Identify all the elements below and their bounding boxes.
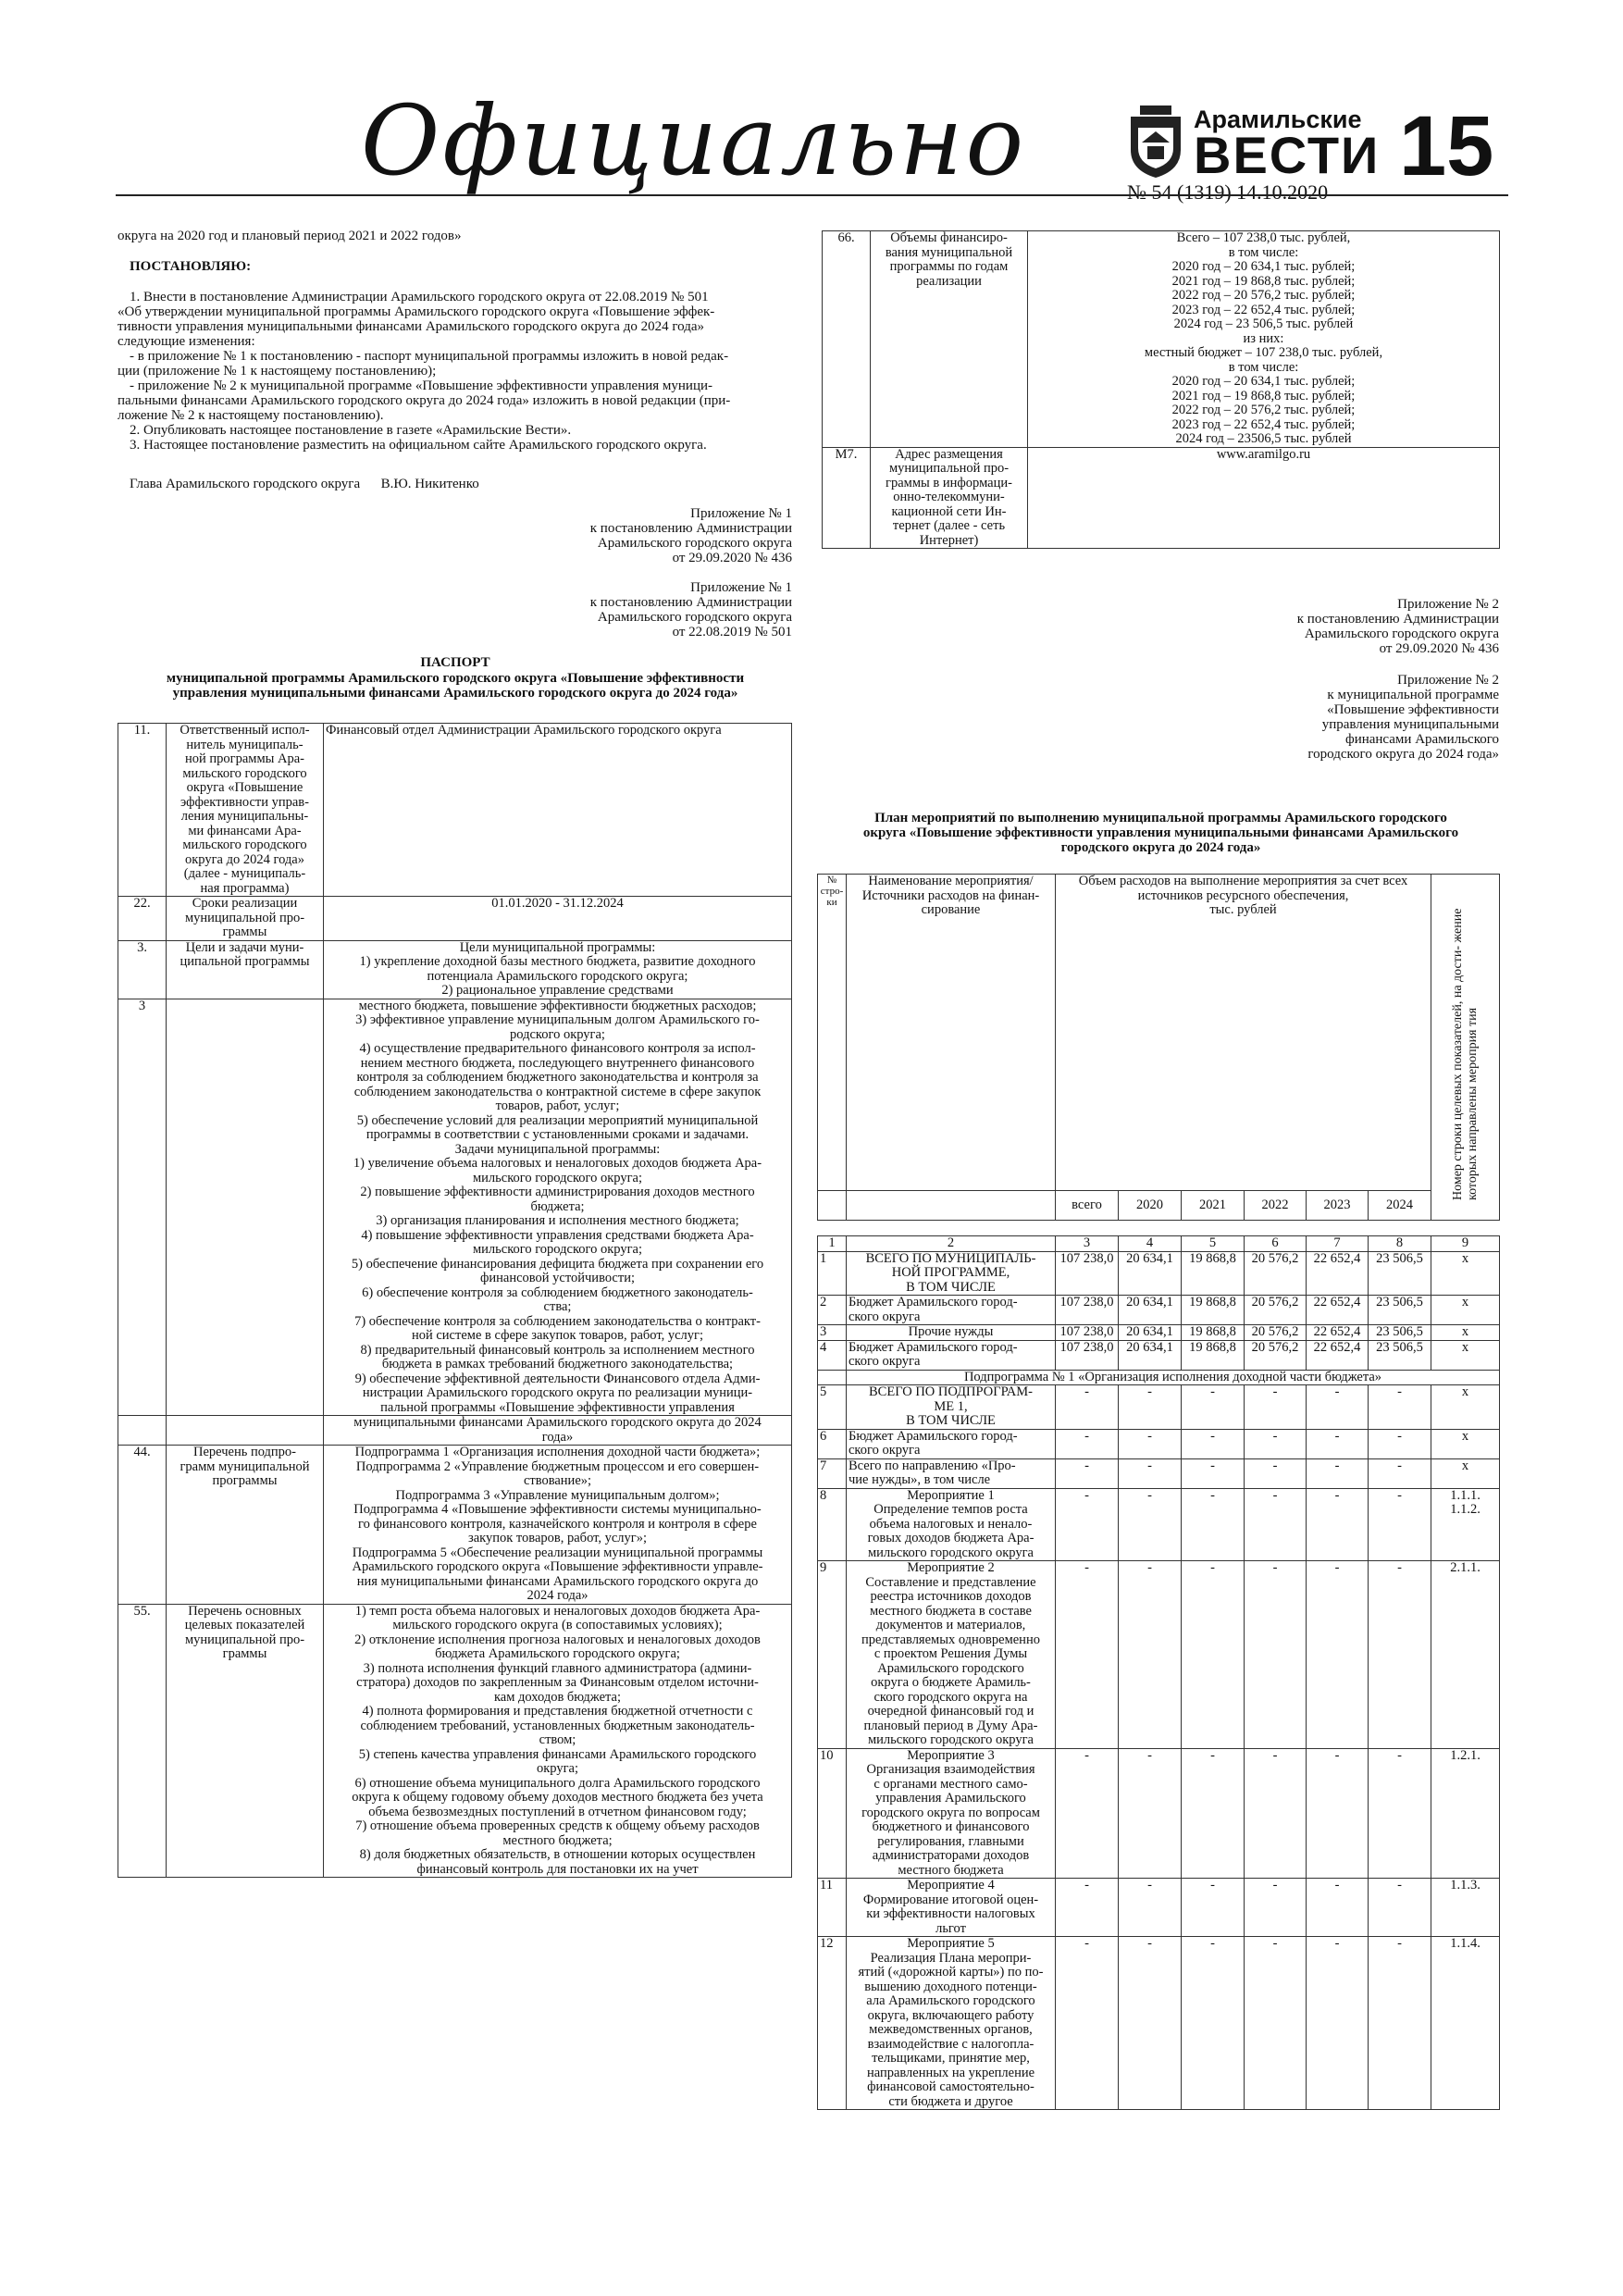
plan-row-value: 22 652,4 [1307, 1325, 1369, 1341]
plan-row [818, 1325, 1500, 1341]
plan-row [818, 1385, 1500, 1430]
brand-main: ВЕСТИ [1194, 126, 1381, 184]
plan-row-name: ВСЕГО ПО МУНИЦИПАЛЬ- НОЙ ПРОГРАММЕ, В ТОМ ЧИСЛЕ [847, 1251, 1056, 1296]
appendix2-old: Приложение № 2 к муниципальной программе «Повышение эффективности управления муниципальными финансами Арамильского городского округа до 2024 года» [1307, 673, 1499, 762]
plan-row-value: - [1245, 1937, 1307, 2110]
plan-row-num: 1 [818, 1251, 847, 1296]
financing-row-value: Всего – 107 238,0 тыс. рублей, в том числе: 2020 год – 20 634,1 тыс. рублей; 2021 год – 19 868,8 тыс. рублей; 2022 год – 20 576,2 тыс. рублей; 2023 год – 22 652,4 тыс. рублей; 2024 год – 23 506,5 тыс. рублей из них: местный бюджет – 107 238,0 тыс. рублей, в том числе: 2020 год – 20 634,1 тыс. рублей; 2021 год – 19 868,8 тыс. рублей; 2022 год – 20 576,2 тыс. рублей; 2023 год – 22 652,4 тыс. рублей; 2024 год – 23506,5 тыс. рублей [1028, 231, 1500, 448]
col-name-header: Наименование мероприятия/ Источники расходов на финан- сирование [847, 875, 1056, 1191]
plan-row-value: 107 238,0 [1056, 1325, 1119, 1341]
financing-row [823, 447, 1500, 549]
plan-row-value: - [1369, 1429, 1431, 1458]
column-number: 4 [1119, 1236, 1182, 1252]
plan-row-value: - [1119, 1561, 1182, 1749]
passport-row [118, 940, 792, 999]
plan-row-value: - [1182, 1879, 1245, 1937]
plan-row-num: 10 [818, 1748, 847, 1879]
plan-row-value: - [1056, 1937, 1119, 2110]
plan-row-value: - [1307, 1458, 1369, 1488]
passport-row-num: 3. [118, 940, 167, 999]
passport-row-label [167, 999, 324, 1416]
plan-row-value: - [1182, 1748, 1245, 1879]
plan-row-target: 1.1.1. 1.1.2. [1431, 1488, 1500, 1561]
passport-row-label: Перечень подпро- грамм муниципальной программы [167, 1446, 324, 1605]
decree-body [118, 290, 793, 453]
plan-row [818, 1458, 1500, 1488]
financing-row-value: www.aramilgo.ru [1028, 447, 1500, 549]
plan-row [818, 1488, 1500, 1561]
financing-row-label: Объемы финансиро- вания муниципальной программы по годам реализации [871, 231, 1028, 448]
passport-row-value: местного бюджета, повышение эффективности бюджетных расходов; 3) эффективное управление муниципальным долгом Арамильского го- родского округа; 4) осуществление предварительного финансового контроля за испол- нением местного бюджета, последующего внутреннего финансового контроля за соблюдением бюджетного законодательства и контроля за соблюдением законодательства о контрактной системе в сфере закупок товаров, работ, услуг; 5) обеспечение условий для реализации мероприятий муниципальной программы в соответствии с установленными сроками и задачами. Задачи муниципальной программы: 1) увеличение объема налоговых и неналоговых доходов бюджета Ара- мильского городского округа; 2) повышение эффективности администрирования доходов местного бюджета; 3) организация планирования и исполнения местного бюджета; 4) повышение эффективности управления средствами бюджета Ара- мильского городского округа; 5) обеспечение финансирования дефицита бюджета при сохранении его финансовой устойчивости; 6) обеспечение контроля за соблюдением бюджетного законодатель- ства; 7) обеспечение контроля за соблюдением законодательства о контракт- ной системе в сфере закупок товаров, работ, услуг; 8) предварительный финансовый контроль за исполнением местного бюджета в рамках требований бюджетного законодательства; 9) обеспечение эффективной деятельности Финансового отдела Адми- нистрации Арамильского городского округа по реализации муници- пальной программы «Повышение эффективности управления [324, 999, 792, 1416]
plan-row-name: Мероприятие 3 Организация взаимодействия с органами местного само- управления Арамильского городского округа по вопросам бюджетного и финансового регулирования, главными администраторами доходов местного бюджета [847, 1748, 1056, 1879]
passport-row-label: Ответственный испол- нитель муниципаль- ной программы Ара- мильского городского округа «Повышение эффективности управ- ления муниципальны- ми финансами Ара- мильского городского округа до 2024 года» (далее - муниципаль- ная программа) [167, 724, 324, 897]
plan-row-value: - [1119, 1458, 1182, 1488]
passport-row-value: 1) темп роста объема налоговых и неналоговых доходов бюджета Ара- мильского городского округа (в сопоставимых условиях); 2) отклонение исполнения прогноза налоговых и неналоговых доходов бюджета Арамильского городского округа; 3) полнота исполнения функций главного администратора (админи- стратора) доходов по закрепленным за Финансовым отделом источни- кам доходов бюджета; 4) полнота формирования и представления бюджетной отчетности с соблюдением требований, установленных бюджетным законодатель- ством; 5) степень качества управления финансами Арамильского городского округа; 6) отношение объема муниципального долга Арамильского городского округа к общему годовому объему доходов местного бюджета без учета объема безвозмездных поступлений в отчетном финансовом году; 7) отношение объема проверенных средств к общему объему расходов местного бюджета; 8) доля бюджетных обязательств, в отношении которых осуществлен финансовый контроль для постановки их на учет [324, 1604, 792, 1878]
plan-row-value: - [1119, 1385, 1182, 1430]
plan-row-num: 3 [818, 1325, 847, 1341]
plan-row-value: 20 634,1 [1119, 1340, 1182, 1370]
plan-row [818, 1937, 1500, 2110]
plan-row-value: 22 652,4 [1307, 1251, 1369, 1296]
plan-row-value: 19 868,8 [1182, 1340, 1245, 1370]
plan-row-target: 1.1.4. [1431, 1937, 1500, 2110]
decree-line: следующие изменения: [118, 334, 255, 349]
plan-row-num: 7 [818, 1458, 847, 1488]
signature: Глава Арамильского городского округа В.Ю. Никитенко [130, 477, 479, 491]
plan-row-target: x [1431, 1429, 1500, 1458]
plan-row-value: 19 868,8 [1182, 1325, 1245, 1341]
plan-row-value: - [1056, 1561, 1119, 1749]
plan-row-target: x [1431, 1251, 1500, 1296]
financing-table [822, 230, 1500, 549]
subprogram-heading: Подпрограмма № 1 «Организация исполнения доходной части бюджета» [847, 1370, 1500, 1385]
plan-row-value: - [1245, 1429, 1307, 1458]
plan-row-value: - [1245, 1488, 1307, 1561]
passport-row-label: Перечень основных целевых показателей муниципальной про- граммы [167, 1604, 324, 1878]
decree-heading: ПОСТАНОВЛЯЮ: [130, 259, 252, 274]
plan-row-value: 20 634,1 [1119, 1325, 1182, 1341]
plan-row-value: 23 506,5 [1369, 1296, 1431, 1325]
plan-row-target: x [1431, 1325, 1500, 1341]
plan-row-value: - [1056, 1429, 1119, 1458]
plan-row-target: 1.1.3. [1431, 1879, 1500, 1937]
plan-row-num: 5 [818, 1385, 847, 1430]
column-number: 2 [847, 1236, 1056, 1252]
column-number: 5 [1182, 1236, 1245, 1252]
plan-row-name: Всего по направлению «Про- чие нужды», в том числе [847, 1458, 1056, 1488]
plan-row-value: - [1182, 1561, 1245, 1749]
plan-row-value: 20 576,2 [1245, 1340, 1307, 1370]
decree-line: 2. Опубликовать настоящее постановление в газете «Арамильские Вести». [130, 423, 572, 438]
column-number: 3 [1056, 1236, 1119, 1252]
header-rule [116, 194, 1508, 196]
year-header: 2021 [1182, 1191, 1245, 1221]
passport-row [118, 724, 792, 897]
plan-row-num: 12 [818, 1937, 847, 2110]
plan-row-value: 22 652,4 [1307, 1296, 1369, 1325]
plan-row-value: 19 868,8 [1182, 1251, 1245, 1296]
decree-line: 3. Настоящее постановление разместить на официальном сайте Арамильского городского округа. [130, 438, 707, 453]
section-title: Официально [361, 84, 1027, 197]
plan-row-num: 11 [818, 1879, 847, 1937]
year-header: 2020 [1119, 1191, 1182, 1221]
passport-row-num: 55. [118, 1604, 167, 1878]
column-number: 9 [1431, 1236, 1500, 1252]
plan-row-value: 20 576,2 [1245, 1296, 1307, 1325]
decree-line: «Об утверждении муниципальной программы Арамильского городского округа «Повышение эффек- [118, 304, 715, 319]
financing-row-num: 66. [823, 231, 871, 448]
passport-row-label: Сроки реализации муниципальной про- граммы [167, 897, 324, 941]
passport-row-num: 44. [118, 1446, 167, 1605]
passport-row-num: 3 [118, 999, 167, 1416]
plan-row-value: - [1056, 1488, 1119, 1561]
year-header: всего [1056, 1191, 1119, 1221]
passport-row-label [167, 1416, 324, 1446]
plan-row [818, 1251, 1500, 1296]
brand-top: Арамильские [1194, 105, 1362, 133]
plan-row-value: 22 652,4 [1307, 1340, 1369, 1370]
plan-row-value: - [1307, 1937, 1369, 2110]
passport-row-label: Цели и задачи муни- ципальной программы [167, 940, 324, 999]
passport-row-value: муниципальными финансами Арамильского городского округа до 2024 года» [324, 1416, 792, 1446]
plan-row-target: 1.2.1. [1431, 1748, 1500, 1879]
decree-line: ложение № 2 к настоящему постановлению). [118, 408, 384, 423]
passport-row-num: 22. [118, 897, 167, 941]
plan-row-value: - [1119, 1937, 1182, 2110]
plan-row-value: 23 506,5 [1369, 1325, 1431, 1341]
passport-row [118, 1604, 792, 1878]
col-target-header: Номер строки целевых показателей, на дости- жение которых направлены мероприя тия [1450, 908, 1480, 1200]
plan-row-value: - [1245, 1748, 1307, 1879]
plan-row-spacer [818, 1370, 847, 1385]
plan-row-value: - [1307, 1429, 1369, 1458]
column-number: 8 [1369, 1236, 1431, 1252]
passport-title: ПАСПОРТ [420, 655, 490, 670]
passport-row [118, 897, 792, 941]
passport-row-value: Подпрограмма 1 «Организация исполнения доходной части бюджета»; Подпрограмма 2 «Управление бюджетным процессом и его совершен- ствование»; Подпрограмма 3 «Управление муниципальным долгом»; Подпрограмма 4 «Повышение эффективности системы муниципально- го финансового контроля, казначейского контроля и контроля в сфере закупок товаров, работ, услуг»; Подпрограмма 5 «Обеспечение реализации муниципальной программы Арамильского городского округа «Повышение эффективности управле- ния муниципальными финансами Арамильского городского округа до 2024 года» [324, 1446, 792, 1605]
plan-row-value: 23 506,5 [1369, 1251, 1431, 1296]
plan-row-value: - [1307, 1488, 1369, 1561]
plan-row-value: - [1119, 1488, 1182, 1561]
plan-row-value: - [1119, 1429, 1182, 1458]
plan-row-num: 6 [818, 1429, 847, 1458]
plan-row-value: - [1182, 1385, 1245, 1430]
plan-row-value: - [1245, 1458, 1307, 1488]
decree-line: 1. Внести в постановление Администрации Арамильского городского округа от 22.08.2019 № 501 [130, 290, 709, 304]
plan-row-value: - [1307, 1879, 1369, 1937]
passport-row [118, 999, 792, 1416]
year-header: 2024 [1369, 1191, 1431, 1221]
passport-row [118, 1416, 792, 1446]
plan-row-name: Мероприятие 2 Составление и представление реестра источников доходов местного бюджета в составе документов и материалов, представляемых одновременно с проектом Решения Думы Арамильского городского округа о бюджете Арамиль- ского городского округа на очередной финансовый год и плановый период в Думу Ара- мильского городского округа [847, 1561, 1056, 1749]
passport-table [118, 723, 792, 1878]
column-number: 7 [1307, 1236, 1369, 1252]
plan-row-value: - [1307, 1748, 1369, 1879]
plan-row-value: - [1369, 1385, 1431, 1430]
plan-row-value: - [1119, 1748, 1182, 1879]
plan-row-target: x [1431, 1340, 1500, 1370]
decree-line: тивности управления муниципальными финансами Арамильского городского округа до 2024 года» [118, 319, 704, 334]
decree-line: - в приложение № 1 к постановлению - паспорт муниципальной программы изложить в новой редак- [130, 349, 729, 364]
decree-line: - приложение № 2 к муниципальной программе «Повышение эффективности управления муници- [130, 379, 713, 393]
plan-row-value: - [1245, 1561, 1307, 1749]
passport-row-value: Финансовый отдел Администрации Арамильского городского округа [324, 724, 792, 897]
column-number: 1 [818, 1236, 847, 1252]
passport-row-num [118, 1416, 167, 1446]
plan-row [818, 1296, 1500, 1325]
plan-row-target: x [1431, 1296, 1500, 1325]
plan-row-value: - [1182, 1458, 1245, 1488]
year-header: 2023 [1307, 1191, 1369, 1221]
plan-row-value: - [1369, 1937, 1431, 2110]
intro-line: округа на 2020 год и плановый период 2021 и 2022 годов» [118, 229, 462, 243]
plan-row [818, 1370, 1500, 1385]
plan-row-value: - [1369, 1879, 1431, 1937]
financing-row-label: Адрес размещения муниципальной про- граммы в информаци- онно-телекоммуни- кационной сети Ин- тернет (далее - сеть Интернет) [871, 447, 1028, 549]
plan-table [817, 1235, 1500, 2110]
year-header: 2022 [1245, 1191, 1307, 1221]
plan-title: План мероприятий по выполнению муниципальной программы Арамильского городского округа «Повышение эффективности управления муниципальными финансами Арамильского городского округа до 2024 года» [862, 811, 1459, 855]
plan-row [818, 1340, 1500, 1370]
plan-row-value: - [1119, 1879, 1182, 1937]
column-numbers-row [818, 1236, 1500, 1252]
plan-row-value: 20 576,2 [1245, 1251, 1307, 1296]
plan-row-name: Мероприятие 4 Формирование итоговой оцен- ки эффективности налоговых льгот [847, 1879, 1056, 1937]
passport-row-num: 11. [118, 724, 167, 897]
plan-row [818, 1429, 1500, 1458]
plan-row-value: 107 238,0 [1056, 1251, 1119, 1296]
plan-row-num: 8 [818, 1488, 847, 1561]
financing-row [823, 231, 1500, 448]
plan-row [818, 1879, 1500, 1937]
column-number: 6 [1245, 1236, 1307, 1252]
plan-row-value: - [1056, 1748, 1119, 1879]
appendix1-old: Приложение № 1 к постановлению Администрации Арамильского городского округа от 22.08.2019 № 501 [589, 580, 792, 639]
plan-row-name: Мероприятие 5 Реализация Плана меропри- ятий («дорожной карты») по по- вышению доходного потенци- ала Арамильского городского округа, включающего работу межведомственных органов, взаимодействие с налогопла- тельщиками, принятие мер, направленных на укрепление финансовой самостоятельно- сти бюджета и другое [847, 1937, 1056, 2110]
plan-row-value: 19 868,8 [1182, 1296, 1245, 1325]
plan-row-target: x [1431, 1458, 1500, 1488]
passport-row-value: 01.01.2020 - 31.12.2024 [324, 897, 792, 941]
plan-row-value: - [1245, 1385, 1307, 1430]
plan-row-value: - [1369, 1561, 1431, 1749]
plan-row-value: 20 634,1 [1119, 1251, 1182, 1296]
col-volume-header: Объем расходов на выполнение мероприятия за счет всех источников ресурсного обеспечения, тыс. рублей [1056, 875, 1431, 1191]
plan-row [818, 1561, 1500, 1749]
passport-subtitle: муниципальной программы Арамильского городского округа «Повышение эффективности управления муниципальными финансами Арамильского городского округа до 2024 года» [166, 671, 745, 701]
plan-row-name: ВСЕГО ПО ПОДПРОГРАМ- МЕ 1, В ТОМ ЧИСЛЕ [847, 1385, 1056, 1430]
decree-line: ции (приложение № 1 к настоящему постановлению); [118, 364, 437, 379]
plan-row-value: - [1369, 1488, 1431, 1561]
coat-of-arms-icon [1127, 105, 1184, 178]
plan-row-value: - [1056, 1879, 1119, 1937]
plan-row-value: - [1307, 1561, 1369, 1749]
plan-row-value: - [1307, 1385, 1369, 1430]
col-num-header: № стро- ки [818, 875, 847, 1191]
plan-row-name: Мероприятие 1 Определение темпов роста объема налоговых и ненало- говых доходов бюджета Ара- мильского городского округа [847, 1488, 1056, 1561]
plan-row-value: - [1369, 1458, 1431, 1488]
plan-row-name: Прочие нужды [847, 1325, 1056, 1341]
plan-row-value: - [1056, 1385, 1119, 1430]
plan-row-value: - [1182, 1937, 1245, 2110]
plan-row-target: x [1431, 1385, 1500, 1430]
plan-row-name: Бюджет Арамильского город- ского округа [847, 1429, 1056, 1458]
plan-row [818, 1748, 1500, 1879]
plan-header-table [817, 874, 1500, 1221]
plan-row-value: 20 576,2 [1245, 1325, 1307, 1341]
page-number: 15 [1399, 99, 1494, 193]
plan-row-target: 2.1.1. [1431, 1561, 1500, 1749]
financing-row-num: М7. [823, 447, 871, 549]
plan-row-num: 4 [818, 1340, 847, 1370]
plan-row-value: 107 238,0 [1056, 1340, 1119, 1370]
decree-line: пальными финансами Арамильского городского округа до 2024 года» изложить в новой редакции (при- [118, 393, 731, 408]
plan-row-value: 23 506,5 [1369, 1340, 1431, 1370]
plan-row-value: - [1182, 1429, 1245, 1458]
plan-row-value: 20 634,1 [1119, 1296, 1182, 1325]
appendix2-new: Приложение № 2 к постановлению Администрации Арамильского городского округа от 29.09.2020 № 436 [1296, 597, 1499, 656]
passport-row-value: Цели муниципальной программы: 1) укрепление доходной базы местного бюджета, развитие доходного потенциала Арамильского городского округа; 2) рациональное управление средствами [324, 940, 792, 999]
plan-row-num: 2 [818, 1296, 847, 1325]
plan-row-value: - [1056, 1458, 1119, 1488]
plan-row-name: Бюджет Арамильского город- ского округа [847, 1296, 1056, 1325]
plan-row-value: - [1369, 1748, 1431, 1879]
plan-row-name: Бюджет Арамильского город- ского округа [847, 1340, 1056, 1370]
newspaper-logo [1127, 105, 1381, 184]
issue-info: № 54 (1319) 14.10.2020 [1127, 180, 1329, 204]
plan-row-value: - [1245, 1879, 1307, 1937]
passport-row [118, 1446, 792, 1605]
appendix1-new: Приложение № 1 к постановлению Администрации Арамильского городского округа от 29.09.2020 № 436 [589, 506, 792, 565]
plan-row-value: 107 238,0 [1056, 1296, 1119, 1325]
plan-row-num: 9 [818, 1561, 847, 1749]
plan-row-value: - [1182, 1488, 1245, 1561]
